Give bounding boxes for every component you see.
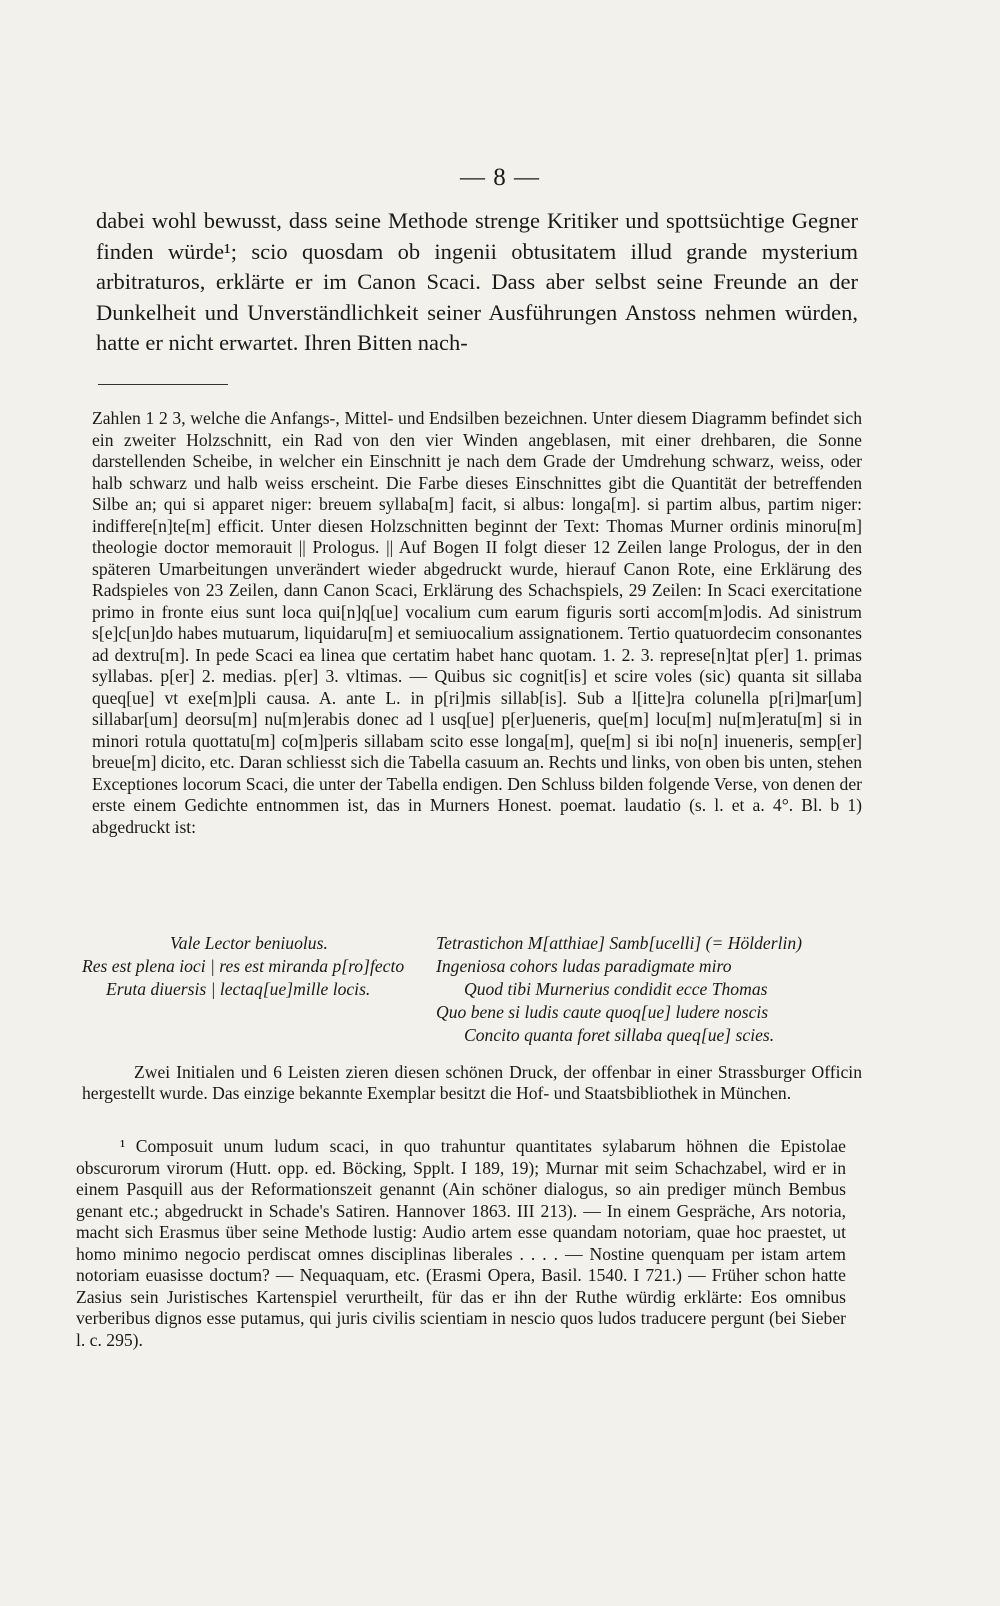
continued-note	[92, 408, 862, 838]
initials-text: Zwei Initialen und 6 Leisten zieren diesen schönen Druck, der offenbar in einer Strassburger Officin hergestellt wurde. Das einzige bekannte Exemplar besitzt die Hof- und Staatsbibliothek in München.	[82, 1062, 862, 1103]
verses-left-column	[82, 932, 427, 1001]
footnote-text: ¹ Composuit unum ludum scaci, in quo trahuntur quantitates sylabarum höhnen die Epistolae obscurorum virorum (Hutt. opp. ed. Böcking, Spplt. I 189, 19); Murnar mit seim Schachzabel, wird er in einem Pasquill aus der Reformationszeit genannt (Ain schöner dialogus, so ain prediger münch Bembus genant etc.; abgedruckt in Schade's Satiren. Hannover 1863. III 213). — In einem Gespräche, Ars notoria, macht sich Erasmus über seine Methode lustig: Audio artem esse quandam notoriam, quae hoc praestet, ut homo minimo negocio perdiscat omnes disciplinas liberales . . . . — Nostine quenquam per istam artem notoriam euasisse doctum? — Nequaquam, etc. (Erasmi Opera, Basil. 1540. I 721.) — Früher schon hatte Zasius sein Juristisches Kartenspiel verurtheilt, für das er ihn der Ruthe würdig erklärte: Eos omnibus verberibus dignos esse putamus, qui juris civilis scientiam in nescio quos ludos traducere pergunt (bei Sieber l. c. 295).	[76, 1136, 846, 1350]
footnote-1	[76, 1136, 846, 1351]
verses-block	[82, 932, 862, 1062]
main-paragraph	[96, 206, 858, 359]
verse-line: Ingeniosa cohors ludas paradigmate miro	[436, 956, 732, 976]
main-text: dabei wohl bewusst, dass seine Methode strenge Kritiker und spottsüchtige Gegner finden würde¹; scio quosdam ob ingenii obtusitatem illud grande mysterium arbitraturos, erklärte er im Canon Scaci. Dass aber selbst seine Freunde an der Dunkelheit und Unverständlichkeit seiner Ausführungen Anstoss nehmen würden, hatte er nicht erwartet. Ihren Bitten nach-	[96, 208, 858, 356]
verse-line: Quo bene si ludis caute quoq[ue] ludere noscis	[436, 1002, 769, 1022]
notes-text: Zahlen 1 2 3, welche die Anfangs-, Mittel- und Endsilben bezeichnen. Unter diesem Diagramm befindet sich ein zweiter Holzschnitt, ein Rad von den vier Winden angeblasen, mit einer drehbaren, die Sonne darstellenden Scheibe, in welcher ein Einschnitt je nach dem Grade der Umdrehung schwarz, weiss, oder halb schwarz und halb weiss erscheint. Die Farbe dieses Einschnittes gibt die Quantität der betreffenden Silbe an; qui si apparet niger: breuem syllaba[m] facit, si albus: longa[m]. si partim albus, partim niger: indiffere[n]te[m] efficit. Unter diesen Holzschnitten beginnt der Text: Thomas Murner ordinis minoru[m] theologie doctor memorauit || Prologus. || Auf Bogen II folgt dieser 12 Zeilen lange Prologus, der in den späteren Umarbeitungen unverändert wieder abgedruckt wurde, hierauf Canon Rote, eine Erklärung des Radspieles von 23 Zeilen, dann Canon Scaci, Erklärung des Schachspiels, 29 Zeilen: In Scaci exercitatione primo in fronte eius sunt loca qui[n]q[ue] vocalium cum earum figuris sorti accom[m]odis. Ad sinistrum s[e]c[un]do habes mutuarum, liquidaru[m] et semiuocalium assignationem. Tertio quatuordecim consonantes ad dextru[m]. In pede Scaci ea linea que certatim habet hanc quotam. 1. 2. 3. represe[n]tat p[er] 1. primas syllabas. p[er] 2. medias. p[er] 3. vltimas. — Quibus sic cognit[is] et scire voles (sic) quanta sit sillaba queq[ue] vt exe[m]pli causa. A. ante L. in p[ri]mis sillab[is]. Sub a l[itte]ra colunella p[ri]mar[um] sillabar[um] deorsu[m] nu[m]erabis donec ad l usq[ue] p[er]ueneris, que[m] locu[m] nu[m]eratu[m] si in minori rotula quottatu[m] co[m]peris sillabam scito esse longa[m], que[m] si ibi no[n] inueneris, semp[er] breue[m] dicito, etc. Daran schliesst sich die Tabella casuum an. Rechts und links, von oben bis unten, stehen Exceptiones locorum Scaci, die unter der Tabella endigen. Den Schluss bilden folgende Verse, von denen der erste einem Gedichte entnommen ist, das in Murners Honest. poemat. laudatio (s. l. et a. 4°. Bl. b 1) abgedruckt ist:	[92, 408, 862, 837]
footnote-divider	[98, 384, 228, 385]
initials-paragraph	[82, 1062, 862, 1104]
verse-line: Tetrastichon M[atthiae] Samb[ucelli] (= Hölderlin)	[436, 933, 803, 953]
verses-right-column	[436, 932, 866, 1047]
verse-line: Vale Lector beniuolus.	[170, 933, 328, 953]
verse-line: Concito quanta foret sillaba queq[ue] scies.	[464, 1025, 775, 1045]
page-number: — 8 —	[460, 164, 540, 191]
verse-line: Eruta diuersis | lectaq[ue]mille locis.	[106, 979, 371, 999]
verse-line: Res est plena ioci | res est miranda p[ro]fecto	[82, 956, 405, 976]
verse-line: Quod tibi Murnerius condidit ecce Thomas	[464, 979, 768, 999]
